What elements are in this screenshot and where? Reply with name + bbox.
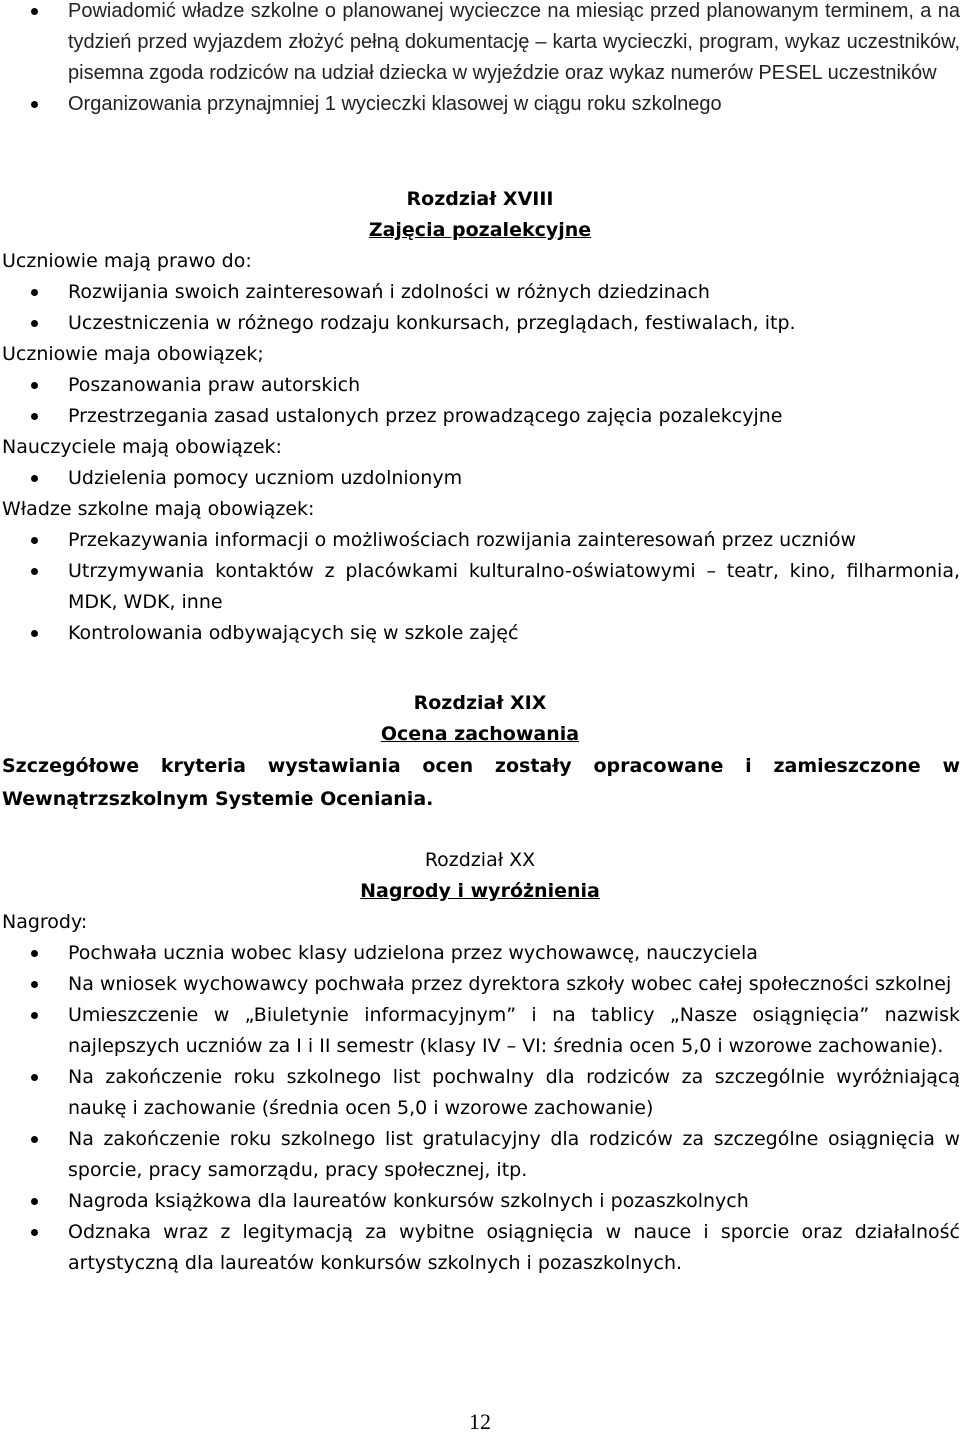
group-label: Nagrody:	[2, 911, 88, 933]
chapter-number: Rozdział XX	[424, 849, 536, 871]
list-item: Organizowania przynajmniej 1 wycieczki klasowej w ciągu roku szkolnego	[0, 89, 960, 120]
list-item: Przestrzegania zasad ustalonych przez prowadzącego zajęcia pozalekcyjne	[0, 401, 960, 432]
list-item: Utrzymywania kontaktów z placówkami kulturalno-oświatowymi – teatr, kino, filharmonia, MDK, WDK, inne	[0, 556, 960, 618]
group-label: Władze szkolne mają obowiązek:	[2, 498, 315, 520]
bullet-list	[0, 463, 960, 494]
list-item: Na zakończenie roku szkolnego list gratulacyjny dla rodziców za szczególne osiągnięcia w sporcie, pracy samorządu, pracy społecznej, itp.	[0, 1124, 960, 1186]
chapter-19	[0, 688, 960, 816]
list-item: Nagroda książkowa dla laureatów konkursów szkolnych i pozaszkolnych	[0, 1186, 960, 1217]
intro-bullet-list	[0, 0, 960, 120]
intro-section	[0, 0, 960, 120]
bullet-list	[0, 938, 960, 1279]
list-item: Kontrolowania odbywających się w szkole zajęć	[0, 618, 960, 649]
list-item: Na wniosek wychowawcy pochwała przez dyrektora szkoły wobec całej społeczności szkolnej	[0, 969, 960, 1000]
chapter-title: Zajęcia pozalekcyjne	[368, 219, 592, 241]
chapter-number: Rozdział XVIII	[406, 188, 554, 210]
list-item: Uczestniczenia w różnego rodzaju konkursach, przeglądach, festiwalach, itp.	[0, 308, 960, 339]
group-label: Nauczyciele mają obowiązek:	[2, 436, 282, 458]
list-item: Umieszczenie w „Biuletynie informacyjnym” i na tablicy „Nasze osiągnięcia” nazwisk najlepszych uczniów za I i II semestr (klasy IV – VI: średnia ocen 5,0 i wzorowe zachowanie).	[0, 1000, 960, 1062]
chapter-20	[0, 845, 960, 1279]
chapter-18	[0, 184, 960, 649]
chapter-title: Ocena zachowania	[380, 723, 580, 745]
list-item: Udzielenia pomocy uczniom uzdolnionym	[0, 463, 960, 494]
list-item: Powiadomić władze szkolne o planowanej wycieczce na miesiąc przed planowanym terminem, a na tydzień przed wyjazdem złożyć pełną dokumentację – karta wycieczki, program, wykaz uczestników, pisemna zgoda rodziców na udział dziecka w wyjeździe oraz wykaz numerów PESEL uczestników	[0, 0, 960, 89]
chapter-title: Nagrody i wyróżnienia	[360, 880, 600, 902]
list-item: Pochwała ucznia wobec klasy udzielona przez wychowawcę, nauczyciela	[0, 938, 960, 969]
bullet-list	[0, 370, 960, 432]
list-item: Na zakończenie roku szkolnego list pochwalny dla rodziców za szczególnie wyróżniającą naukę i zachowanie (średnia ocen 5,0 i wzorowe zachowanie)	[0, 1062, 960, 1124]
list-item: Przekazywania informacji o możliwościach rozwijania zainteresowań przez uczniów	[0, 525, 960, 556]
chapter-text: Szczegółowe kryteria wystawiania ocen zostały opracowane i zamieszczone w Wewnątrzszkolnym Systemie Oceniania.	[2, 755, 960, 810]
bullet-list	[0, 277, 960, 339]
list-item: Poszanowania praw autorskich	[0, 370, 960, 401]
list-item: Rozwijania swoich zainteresowań i zdolności w różnych dziedzinach	[0, 277, 960, 308]
bullet-list	[0, 525, 960, 649]
group-label: Uczniowie mają prawo do:	[2, 250, 252, 272]
page-number: 12	[469, 1409, 491, 1434]
group-label: Uczniowie maja obowiązek;	[2, 343, 264, 365]
list-item: Odznaka wraz z legitymacją za wybitne osiągnięcia w nauce i sporcie oraz działalność artystyczną dla laureatów konkursów szkolnych i pozaszkolnych.	[0, 1217, 960, 1279]
chapter-number: Rozdział XIX	[413, 692, 547, 714]
